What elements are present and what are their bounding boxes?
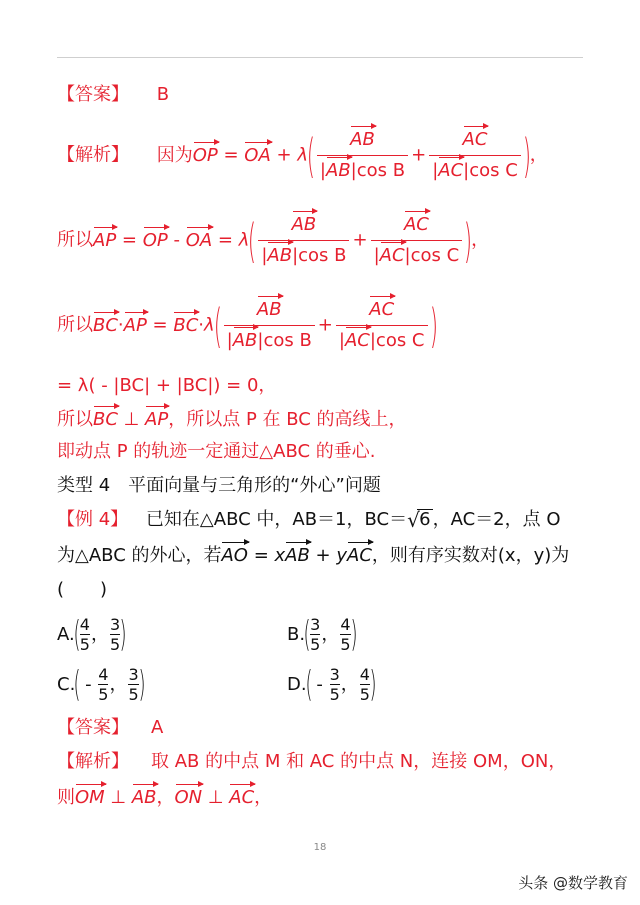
answer-label: 【答案】: [57, 84, 129, 105]
analysis-line-3: 所以BC·AP = BC·λ( $\frac{AB}{\text{|AB|cos B}}$ + $\frac{AC}{\text{|AC|cos C}}$ ): [57, 298, 438, 353]
analysis-line-5: 所以BC ⊥ AP，所以点 P 在 BC 的高线上，: [57, 409, 407, 430]
watermark: 头条 @数学教育: [518, 874, 628, 892]
option-b[interactable]: B.( $\frac{3}{5}$ ， $\frac{4}{5}$ ): [287, 614, 358, 655]
fraction-ab: $\frac{AB}{\text{|AB|cos B}}$: [224, 298, 315, 353]
option-a[interactable]: A.( $\frac{4}{5}$ ， $\frac{3}{5}$ ): [57, 614, 127, 655]
fraction-ab: $\frac{AB}{\text{|AB|cos B}}$: [258, 213, 349, 268]
answer-line-2: 【答案】 A: [57, 717, 164, 738]
example-line-2: 为△ABC 的外心，若AO = xAB + yAC，则有序实数对(x，y)为: [57, 545, 570, 566]
answer-value: B: [156, 84, 170, 105]
fraction-ab: $\frac{AB}{\text{|AB|cos B}}$: [317, 128, 408, 183]
example-label: 【例 4】: [57, 509, 129, 530]
fraction-ac: $\frac{AC}{\text{|AC|cos C}}$: [336, 298, 428, 353]
analysis-label: 【解析】: [57, 144, 129, 166]
section-title: 类型 4 平面向量与三角形的“外心”问题: [57, 475, 381, 496]
example-line-1: 【例 4】 已知在△ABC 中，AB＝1，BC＝ √ 6 ，AC＝2，点 O: [57, 508, 561, 532]
analysis-line-1: 【解析】 因为OP = OA + λ( $\frac{AB}{\text{|AB|cos B}}$ + $\frac{AC}{\text{|AC|cos C}}$ )，: [57, 128, 548, 183]
analysis-line-2: 所以AP = OP - OA = λ( $\frac{AB}{\text{|AB|cos B}}$ + $\frac{AC}{\text{|AC|cos C}}$ )，: [57, 213, 490, 268]
example-line-3: ( ): [57, 579, 108, 600]
fraction-ac: $\frac{AC}{\text{|AC|cos C}}$: [429, 128, 521, 183]
top-rule: [57, 57, 583, 58]
answer-line-1: [57, 83, 169, 107]
option-c[interactable]: C.( - $\frac{4}{5}$ ， $\frac{3}{5}$ ): [57, 664, 146, 705]
sqrt-expression: √ 6: [407, 508, 431, 532]
analysis-line-4: = λ( - |BC| + |BC|) = 0，: [57, 375, 277, 396]
page-number: 18: [313, 842, 327, 853]
fraction-ac: $\frac{AC}{\text{|AC|cos C}}$: [371, 213, 463, 268]
analysis-line-8: 则OM ⊥ AB，ON ⊥ AC，: [57, 787, 273, 808]
option-d[interactable]: D.( - $\frac{3}{5}$ ， $\frac{4}{5}$ ): [287, 664, 377, 705]
analysis-line-6: 即动点 P 的轨迹一定通过△ABC 的垂心.: [57, 441, 376, 462]
analysis-line-7: 【解析】 取 AB 的中点 M 和 AC 的中点 N，连接 OM，ON，: [57, 751, 567, 772]
